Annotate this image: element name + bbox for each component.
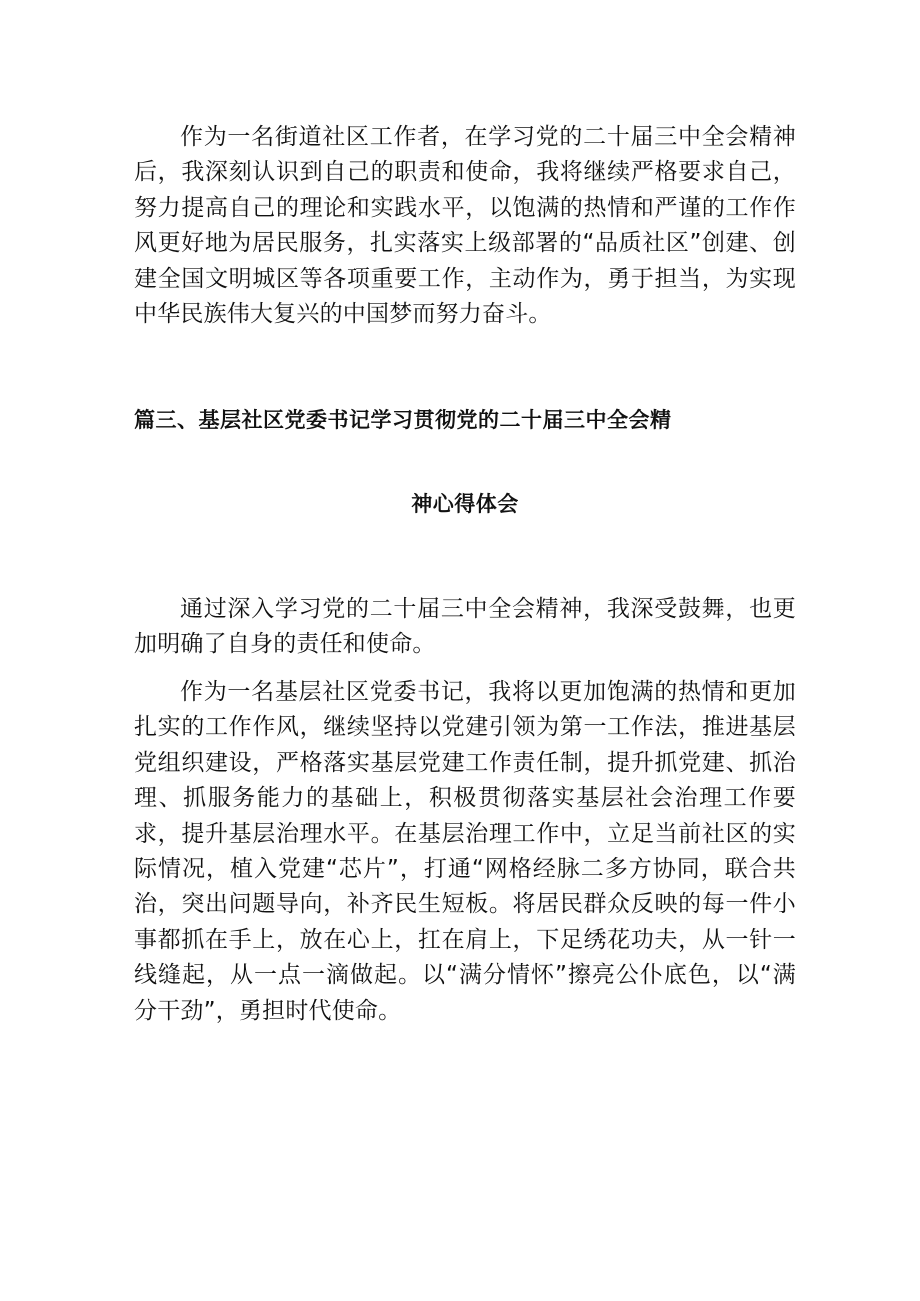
paragraph-party-secretary: 作为一名基层社区党委书记，我将以更加饱满的热情和更加扎实的工作作风，继续坚持以党建引领为第一工作法，推进基层党组织建设，严格落实基层党建工作责任制，提升抓党建、抓治理、抓服务能力的基础上，积极贯彻落实基层社会治理工作要求，提升基层治理水平。在基层治理工作中，立足当前社区的实际情况，植入党建“芯片”，打通“网格经脉二多方协同，联合共治，突出问题导向，补齐民生短板。将居民群众反映的每一件小事都抓在手上，放在心上，扛在肩上，下足绣花功夫，从一针一线缝起，从一点一滴做起。以“满分情怀”擦亮公仆底色，以“满分干劲”，勇担时代使命。 xyxy=(134,679,796,1024)
paragraph-study-inspiration: 通过深入学习党的二十届三中全会精神，我深受鼓舞，也更加明确了自身的责任和使命。 xyxy=(134,596,796,658)
section-title-line-2: 神心得体会 xyxy=(411,492,519,516)
section-title-line-1: 篇三、基层社区党委书记学习贯彻党的二十届三中全会精 xyxy=(134,408,672,432)
paragraph-community-worker: 作为一名街道社区工作者，在学习党的二十届三中全会精神后，我深刻认识到自己的职责和使命，我将继续严格要求自己，努力提高自己的理论和实践水平，以饱满的热情和严谨的工作作风更好地为居民服务，扎实落实上级部署的“品质社区”创建、创建全国文明城区等各项重要工作，主动作为，勇于担当，为实现中华民族伟大复兴的中国梦而努力奋斗。 xyxy=(134,124,796,328)
